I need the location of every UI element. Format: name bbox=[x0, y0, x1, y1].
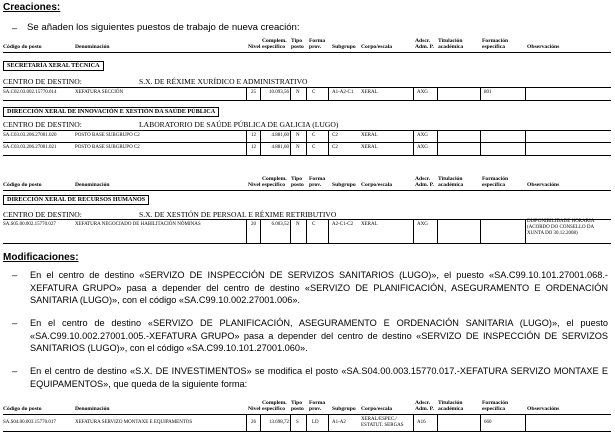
column-rule bbox=[260, 414, 261, 431]
column-rule bbox=[328, 219, 329, 243]
column-rule bbox=[413, 414, 414, 431]
cell-denominacion: POSTO BASE SUBGRUPO C2 bbox=[75, 145, 140, 150]
list-bullet: – bbox=[12, 318, 18, 328]
divider bbox=[3, 142, 611, 143]
column-rule bbox=[246, 130, 247, 155]
column-rule bbox=[480, 130, 481, 155]
divider bbox=[3, 52, 611, 53]
cell-codigo: SA.S05.00.002.15770.027 bbox=[3, 222, 56, 227]
cell-subgrupo: C2 bbox=[332, 145, 338, 150]
cell-nivel: 12 bbox=[251, 145, 256, 150]
divider bbox=[3, 219, 611, 220]
header-codigo: Código do posto bbox=[3, 182, 42, 188]
cell-forma: LD bbox=[312, 420, 319, 425]
divider bbox=[3, 87, 611, 88]
modificaciones-title: Modificaciones: bbox=[3, 252, 79, 263]
cell-tipo: S bbox=[296, 420, 299, 425]
column-rule bbox=[437, 414, 438, 431]
header-nivel: Nivel bbox=[248, 182, 261, 188]
modificacion-item-3: En el centro de destino «S.X. DE INVESTIMENTOS» se modifica el posto «SA.S04.00.003.15770.017.-XEFATURA SERVIZO MONTAXE E EQUIPAMENTOS», que queda de la siguiente forma: bbox=[30, 366, 608, 389]
header-titulacion: Titulación académica bbox=[438, 38, 464, 51]
header-subgrupo: Subgrupo bbox=[332, 406, 356, 412]
cell-formacion: 801 bbox=[484, 90, 492, 95]
column-rule bbox=[413, 130, 414, 155]
header-codigo: Código do posto bbox=[3, 44, 42, 50]
header-formacion: Formación específica bbox=[482, 176, 509, 189]
cell-codigo: SA.S04.00.003.15770.017 bbox=[3, 420, 56, 425]
column-rule bbox=[437, 219, 438, 243]
centro-label-2: CENTRO DE DESTINO: bbox=[3, 120, 82, 129]
column-rule bbox=[246, 219, 247, 243]
list-bullet: – bbox=[12, 366, 18, 376]
cell-forma: C bbox=[312, 222, 316, 227]
creaciones-title: Creaciones: bbox=[3, 2, 61, 13]
header-denominacion: Denominación bbox=[75, 44, 110, 50]
column-rule bbox=[246, 87, 247, 100]
cell-adscrip: AXG bbox=[417, 222, 428, 227]
column-rule bbox=[480, 219, 481, 243]
modificacion-item-1: En el centro de destino «SERVIZO DE INSPECCIÓN DE SERVIZOS SANITARIOS (LUGO)», el puesto «SA.C99.10.101.27001.068.-XEFATURA GRUPO» pasa a depender del centro de destino «SERVIZO DE PLANIFICACIÓN, ASEGURAMENTO E ORDENACIÓN SANITARIA (LUGO)», con el código «SA.C99.10.002.27001.006». bbox=[30, 270, 608, 305]
header-observaciones: Observacións bbox=[527, 44, 560, 50]
divider bbox=[3, 155, 611, 156]
cell-complemento: 4.881,60 bbox=[271, 133, 289, 138]
column-rule bbox=[260, 130, 261, 155]
cell-corpo: XERAL bbox=[361, 90, 378, 95]
cell-subgrupo: A2-C1-C2 bbox=[332, 222, 354, 227]
cell-denominacion: XEFATURA SERVIZO MONTAXE E EQUIPAMENTOS bbox=[75, 420, 193, 425]
list-bullet: – bbox=[12, 270, 18, 280]
divider bbox=[3, 431, 611, 432]
header-titulacion: Titulación académica bbox=[438, 176, 464, 189]
header-nivel: Nivel bbox=[248, 44, 261, 50]
column-rule bbox=[437, 87, 438, 100]
column-rule bbox=[290, 414, 291, 431]
header-adscrip: Adscr. Adm. P. bbox=[415, 176, 434, 189]
column-rule bbox=[246, 414, 247, 431]
cell-codigo: SA.C03.03.206.27001.021 bbox=[3, 145, 57, 150]
cell-nivel: 20 bbox=[251, 222, 256, 227]
divider bbox=[3, 243, 611, 244]
column-rule bbox=[306, 87, 307, 100]
column-rule bbox=[413, 87, 414, 100]
cell-forma: C bbox=[312, 145, 316, 150]
column-rule bbox=[480, 414, 481, 431]
header-observaciones: Observacións bbox=[527, 182, 560, 188]
cell-denominacion: XEFATURA SECCIÓN bbox=[75, 90, 124, 95]
header-denominacion: Denominación bbox=[75, 182, 110, 188]
creaciones-bullet: – bbox=[12, 23, 18, 33]
column-rule bbox=[306, 130, 307, 155]
header-corpo: Corpo/escala bbox=[361, 182, 393, 188]
cell-adscrip: AXG bbox=[417, 133, 428, 138]
cell-complemento: 6.003,52 bbox=[271, 222, 289, 227]
cell-nivel: 26 bbox=[251, 420, 256, 425]
header-tipo: Tipo posto bbox=[291, 38, 304, 51]
creaciones-intro: Se añaden los siguientes puestos de trabajo de nueva creación: bbox=[27, 22, 300, 33]
cell-codigo: SA.C03.03.206.27001.020 bbox=[3, 133, 57, 138]
header-subgrupo: Subgrupo bbox=[332, 182, 356, 188]
cell-denominacion: XEFATURA NEGOCIADO DE HABILITACIÓN NÓMINAS bbox=[75, 222, 201, 227]
modificacion-item-2: En el centro de destino «SERVIZO DE PLANIFICACIÓN, ASEGURAMENTO E ORDENACIÓN SANITARIA (LUGO)», el puesto «SA.C99.10.002.27001.005.-XEFATURA GRUPO» pasa a depender del centro de destino «SERVIZO DE INSPECCIÓN DE SERVIZOS SANITARIOS (LUGO)», con el código «SA.C99.10.101.27001.060». bbox=[30, 318, 608, 353]
cell-tipo: N bbox=[296, 133, 300, 138]
column-rule bbox=[525, 87, 526, 100]
column-rule bbox=[413, 219, 414, 243]
cell-denominacion: POSTO BASE SUBGRUPO C2 bbox=[75, 133, 140, 138]
cell-complemento: 13.698,72 bbox=[269, 420, 289, 425]
header-titulacion: Titulación académica bbox=[438, 400, 464, 413]
cell-tipo: N bbox=[296, 145, 300, 150]
column-rule bbox=[306, 219, 307, 243]
cell-observaciones: DISPONIBILIDADE HORARIA (ACORDO DO CONSELLO DA XUNTA DO 30.12.2008) bbox=[527, 219, 595, 236]
cell-nivel: 12 bbox=[251, 133, 256, 138]
direction-box-2: DIRECCIÓN XERAL DE INNOVACIÓN E XESTIÓN DA SAÚDE PÚBLICA bbox=[3, 107, 219, 117]
header-forma: Forma prov. bbox=[309, 176, 326, 189]
centro-label-1: CENTRO DE DESTINO: bbox=[3, 77, 82, 86]
column-rule bbox=[328, 87, 329, 100]
column-rule bbox=[260, 87, 261, 100]
cell-corpo: XERAL bbox=[361, 222, 378, 227]
header-corpo: Corpo/escala bbox=[361, 406, 393, 412]
header-forma: Forma prov. bbox=[309, 38, 326, 51]
header-tipo: Tipo posto bbox=[291, 176, 304, 189]
direction-box-3: DIRECCIÓN XERAL DE RECURSOS HUMANOS bbox=[3, 195, 149, 205]
column-rule bbox=[328, 130, 329, 155]
column-rule bbox=[306, 414, 307, 431]
column-rule bbox=[525, 130, 526, 155]
cell-forma: C bbox=[312, 133, 316, 138]
header-corpo: Corpo/escala bbox=[361, 44, 393, 50]
cell-codigo: SA.C02.03.002.15770.014 bbox=[3, 90, 57, 95]
header-observaciones: Observacións bbox=[527, 406, 560, 412]
column-rule bbox=[525, 219, 526, 243]
column-rule bbox=[290, 87, 291, 100]
cell-corpo: XERAL bbox=[361, 145, 378, 150]
cell-nivel: 25 bbox=[251, 90, 256, 95]
header-formacion: Formación específica bbox=[482, 38, 509, 51]
cell-adscrip: AXG bbox=[417, 145, 428, 150]
column-rule bbox=[480, 87, 481, 100]
cell-complemento: 10.093,56 bbox=[269, 90, 289, 95]
cell-tipo: N bbox=[296, 90, 300, 95]
divider bbox=[3, 100, 611, 101]
column-rule bbox=[328, 414, 329, 431]
header-complemento: Complem. específico bbox=[262, 38, 287, 51]
cell-adscrip: AXG bbox=[417, 90, 428, 95]
header-tipo: Tipo posto bbox=[291, 400, 304, 413]
divider bbox=[3, 130, 611, 131]
cell-corpo: XERAL bbox=[361, 133, 378, 138]
column-rule bbox=[437, 130, 438, 155]
cell-subgrupo: A1-A2 bbox=[332, 420, 346, 425]
divider bbox=[3, 190, 611, 191]
header-complemento: Complem. específico bbox=[262, 400, 287, 413]
header-codigo: Código do posto bbox=[3, 406, 42, 412]
header-forma: Forma prov. bbox=[309, 400, 326, 413]
header-formacion: Formación específica bbox=[482, 400, 509, 413]
cell-formacion: 660 bbox=[484, 420, 492, 425]
cell-tipo: N bbox=[296, 222, 300, 227]
cell-subgrupo: A1-A2-C1 bbox=[332, 90, 354, 95]
cell-adscrip: A16 bbox=[417, 420, 426, 425]
column-rule bbox=[260, 219, 261, 243]
column-rule bbox=[290, 219, 291, 243]
centro-label-3: CENTRO DE DESTINO: bbox=[3, 210, 82, 219]
direction-box-1: SECRETARÍA XERAL TÉCNICA bbox=[3, 61, 104, 71]
cell-corpo: XERAL/ESPEC./ ESTATUT. SERGAS bbox=[361, 417, 404, 428]
header-adscrip: Adscr. Adm. P. bbox=[415, 38, 434, 51]
header-nivel: Nivel bbox=[248, 406, 261, 412]
header-complemento: Complem. específico bbox=[262, 176, 287, 189]
header-subgrupo: Subgrupo bbox=[332, 44, 356, 50]
header-adscrip: Adscr. Adm. P. bbox=[415, 400, 434, 413]
cell-complemento: 4.881,60 bbox=[271, 145, 289, 150]
column-rule bbox=[525, 414, 526, 431]
header-denominacion: Denominación bbox=[75, 406, 110, 412]
centro-name-1: S.X. DE RÉXIME XURÍDICO E ADMINISTRATIVO bbox=[139, 77, 308, 86]
cell-subgrupo: C2 bbox=[332, 133, 338, 138]
column-rule bbox=[290, 130, 291, 155]
cell-forma: C bbox=[312, 90, 316, 95]
divider bbox=[3, 414, 611, 415]
centro-name-3: S.X. DE XESTIÓN DE PERSOAL E RÉXIME RETRIBUTIVO bbox=[139, 210, 337, 219]
centro-name-2: LABORATORIO DE SAÚDE PÚBLICA DE GALICIA (LUGO) bbox=[139, 120, 339, 129]
